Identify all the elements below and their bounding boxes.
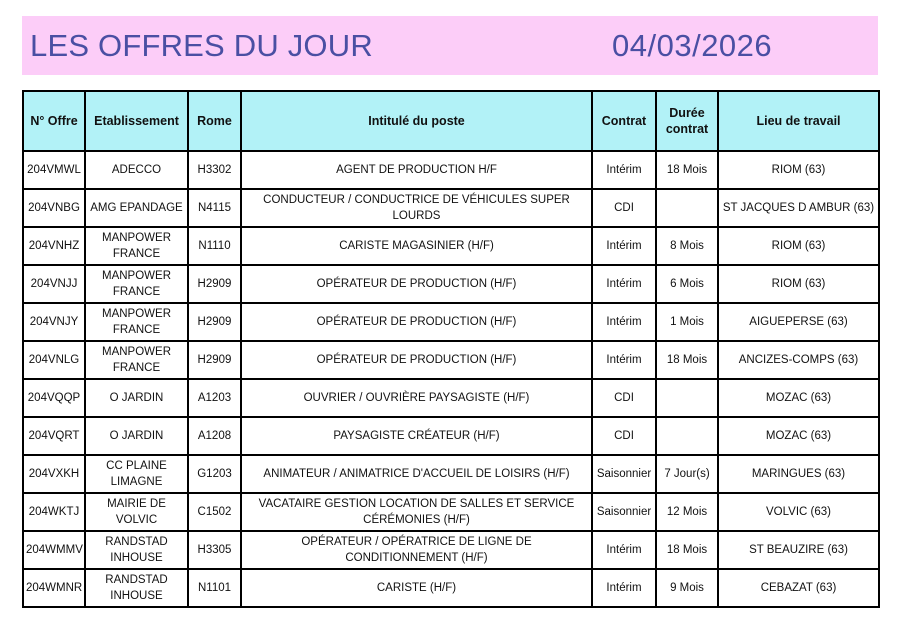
cell-work-location: MOZAC (63) [718, 417, 879, 455]
cell-establishment: ADECCO [85, 151, 188, 189]
table-row [23, 417, 879, 455]
column-header-contract: Contrat [592, 91, 656, 151]
cell-work-location: AIGUEPERSE (63) [718, 303, 879, 341]
cell-rome-code: H2909 [188, 341, 241, 379]
cell-work-location: RIOM (63) [718, 265, 879, 303]
cell-offer-number: 204VNBG [23, 189, 85, 227]
cell-job-title: OPÉRATEUR DE PRODUCTION (H/F) [241, 341, 592, 379]
cell-contract-duration: 7 Jour(s) [656, 455, 718, 493]
cell-contract-duration: 1 Mois [656, 303, 718, 341]
cell-work-location: CEBAZAT (63) [718, 569, 879, 607]
cell-contract-duration: 8 Mois [656, 227, 718, 265]
cell-establishment: O JARDIN [85, 417, 188, 455]
table-header-row [23, 91, 879, 151]
cell-rome-code: N1110 [188, 227, 241, 265]
table-row [23, 531, 879, 569]
cell-rome-code: C1502 [188, 493, 241, 531]
cell-contract-duration: 18 Mois [656, 341, 718, 379]
table-row [23, 227, 879, 265]
cell-offer-number: 204VXKH [23, 455, 85, 493]
column-header-location: Lieu de travail [718, 91, 879, 151]
cell-job-title: ANIMATEUR / ANIMATRICE D'ACCUEIL DE LOISIRS (H/F) [241, 455, 592, 493]
table-row [23, 151, 879, 189]
cell-work-location: MOZAC (63) [718, 379, 879, 417]
title-banner [22, 16, 878, 75]
cell-contract-type: CDI [592, 379, 656, 417]
page-title: LES OFFRES DU JOUR [30, 28, 373, 63]
cell-work-location: ANCIZES-COMPS (63) [718, 341, 879, 379]
column-header-duration: Durée contrat [656, 91, 718, 151]
cell-offer-number: 204VMWL [23, 151, 85, 189]
cell-offer-number: 204WMMV [23, 531, 85, 569]
cell-job-title: OPÉRATEUR DE PRODUCTION (H/F) [241, 265, 592, 303]
cell-offer-number: 204WMNR [23, 569, 85, 607]
cell-contract-duration [656, 189, 718, 227]
cell-establishment: O JARDIN [85, 379, 188, 417]
cell-contract-duration [656, 379, 718, 417]
cell-work-location: ST JACQUES D AMBUR (63) [718, 189, 879, 227]
cell-rome-code: H2909 [188, 265, 241, 303]
cell-rome-code: G1203 [188, 455, 241, 493]
cell-contract-type: Intérim [592, 303, 656, 341]
column-header-offer-number: N° Offre [23, 91, 85, 151]
cell-offer-number: 204VQRT [23, 417, 85, 455]
cell-contract-type: Intérim [592, 569, 656, 607]
cell-contract-duration: 18 Mois [656, 151, 718, 189]
cell-work-location: RIOM (63) [718, 151, 879, 189]
cell-contract-type: Intérim [592, 341, 656, 379]
cell-contract-duration: 9 Mois [656, 569, 718, 607]
table-row [23, 341, 879, 379]
cell-rome-code: H3305 [188, 531, 241, 569]
cell-rome-code: H3302 [188, 151, 241, 189]
cell-job-title: PAYSAGISTE CRÉATEUR (H/F) [241, 417, 592, 455]
cell-rome-code: H2909 [188, 303, 241, 341]
cell-offer-number: 204VNLG [23, 341, 85, 379]
cell-job-title: AGENT DE PRODUCTION H/F [241, 151, 592, 189]
table-row [23, 569, 879, 607]
cell-establishment: MANPOWER FRANCE [85, 265, 188, 303]
cell-offer-number: 204WKTJ [23, 493, 85, 531]
cell-job-title: OPÉRATEUR / OPÉRATRICE DE LIGNE DE CONDITIONNEMENT (H/F) [241, 531, 592, 569]
column-header-job-title: Intitulé du poste [241, 91, 592, 151]
cell-contract-duration: 18 Mois [656, 531, 718, 569]
cell-contract-type: CDI [592, 417, 656, 455]
cell-job-title: OPÉRATEUR DE PRODUCTION (H/F) [241, 303, 592, 341]
offers-table [22, 90, 880, 608]
cell-job-title: CARISTE MAGASINIER (H/F) [241, 227, 592, 265]
cell-establishment: MAIRIE DE VOLVIC [85, 493, 188, 531]
cell-establishment: AMG EPANDAGE [85, 189, 188, 227]
cell-work-location: ST BEAUZIRE (63) [718, 531, 879, 569]
cell-offer-number: 204VQQP [23, 379, 85, 417]
table-row [23, 189, 879, 227]
cell-contract-type: Intérim [592, 265, 656, 303]
cell-establishment: MANPOWER FRANCE [85, 303, 188, 341]
cell-establishment: RANDSTAD INHOUSE [85, 569, 188, 607]
cell-contract-type: CDI [592, 189, 656, 227]
table-row [23, 379, 879, 417]
cell-rome-code: A1203 [188, 379, 241, 417]
cell-job-title: CARISTE (H/F) [241, 569, 592, 607]
cell-contract-type: Intérim [592, 531, 656, 569]
page-date: 04/03/2026 [612, 28, 773, 63]
cell-rome-code: N1101 [188, 569, 241, 607]
cell-offer-number: 204VNHZ [23, 227, 85, 265]
cell-establishment: RANDSTAD INHOUSE [85, 531, 188, 569]
column-header-establishment: Etablissement [85, 91, 188, 151]
cell-offer-number: 204VNJJ [23, 265, 85, 303]
table-row [23, 493, 879, 531]
cell-contract-type: Saisonnier [592, 455, 656, 493]
table-row [23, 455, 879, 493]
cell-work-location: MARINGUES (63) [718, 455, 879, 493]
table-row [23, 303, 879, 341]
cell-job-title: VACATAIRE GESTION LOCATION DE SALLES ET SERVICE CÉRÉMONIES (H/F) [241, 493, 592, 531]
cell-contract-duration: 6 Mois [656, 265, 718, 303]
column-header-rome: Rome [188, 91, 241, 151]
cell-job-title: CONDUCTEUR / CONDUCTRICE DE VÉHICULES SUPER LOURDS [241, 189, 592, 227]
cell-establishment: CC PLAINE LIMAGNE [85, 455, 188, 493]
cell-contract-type: Intérim [592, 227, 656, 265]
cell-offer-number: 204VNJY [23, 303, 85, 341]
cell-establishment: MANPOWER FRANCE [85, 341, 188, 379]
cell-rome-code: N4115 [188, 189, 241, 227]
cell-work-location: VOLVIC (63) [718, 493, 879, 531]
cell-rome-code: A1208 [188, 417, 241, 455]
table-row [23, 265, 879, 303]
cell-job-title: OUVRIER / OUVRIÈRE PAYSAGISTE (H/F) [241, 379, 592, 417]
cell-contract-duration [656, 417, 718, 455]
cell-contract-duration: 12 Mois [656, 493, 718, 531]
cell-establishment: MANPOWER FRANCE [85, 227, 188, 265]
cell-contract-type: Saisonnier [592, 493, 656, 531]
cell-contract-type: Intérim [592, 151, 656, 189]
cell-work-location: RIOM (63) [718, 227, 879, 265]
